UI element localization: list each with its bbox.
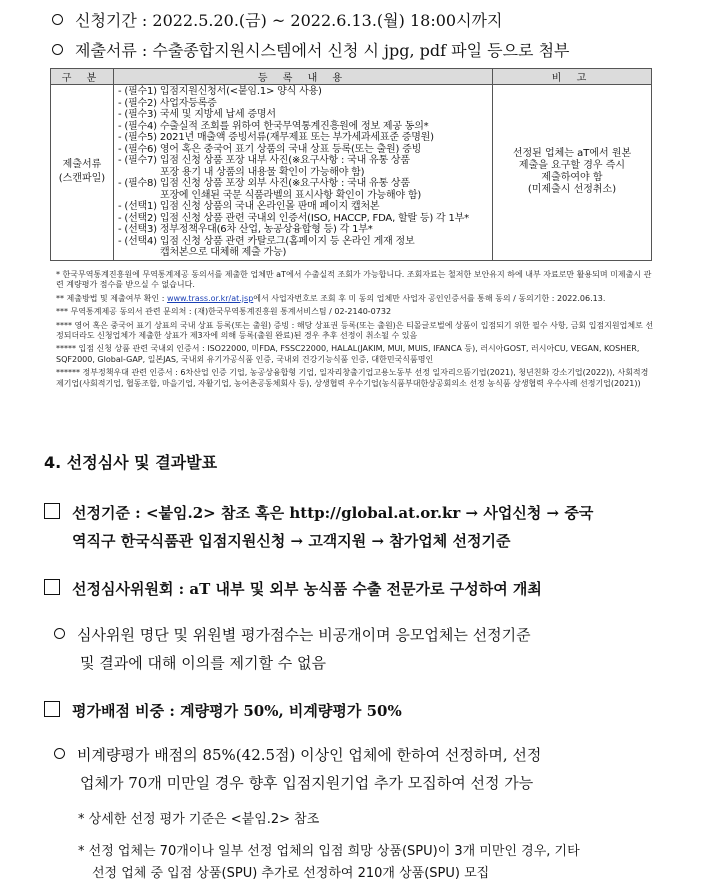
checkbox-square-icon	[44, 701, 60, 717]
row-label: 제출서류 (스캔파일)	[51, 85, 114, 261]
committee-note: 심사위원 명단 및 위원별 평가점수는 비공개이며 응모업체는 선정기준	[54, 624, 531, 645]
list-item: - (선택3) 정부정책우대(6차 산업, 농공상융합형 등) 각 1부*	[118, 224, 373, 235]
circle-bullet-icon	[54, 748, 65, 759]
circle-bullet-icon	[52, 44, 63, 55]
section-title: 4. 선정심사 및 결과발표	[44, 453, 218, 472]
list-item: - (필수4) 수출실적 조회를 위하여 한국무역통계진흥원에 정보 제공 동의*	[118, 120, 429, 132]
ratio-line: 평가배점 비중 : 계량평가 50%, 비계량평가 50%	[44, 700, 402, 721]
detail-note: * 상세한 선정 평가 기준은 <붙임.2> 참조	[78, 812, 320, 827]
list-item: - (선택4) 입점 신청 상품 관련 카탈로그(홈페이지 등 온라인 게재 정보	[118, 235, 415, 247]
committee-note-2: 및 결과에 대해 이의를 제기할 수 없음	[80, 654, 326, 672]
checkbox-square-icon	[44, 503, 60, 519]
documents-table	[50, 68, 652, 261]
footnote: * 한국무역통계진흥원에 무역통계제공 동의서를 제출한 업체만 aT에서 수출실적 조회가 가능합니다. 조회자료는 철저한 보안유지 하에 내부 자료로만 활용되며 미제출시 관련 계량평가 점수를 받으실 수 없습니다.	[56, 270, 652, 290]
list-item: - (필수2) 사업자등록증	[118, 97, 217, 109]
list-item: 포장에 인쇄된 국문 식품라벨의 표시사항 확인이 가능해야 함)	[160, 189, 422, 201]
circle-bullet-icon	[52, 14, 63, 25]
ratio-note-2: 업체가 70개 미만일 경우 향후 입점지원기업 추가 모집하여 선정 가능	[80, 774, 534, 792]
footnote: **** 영어 혹은 중국어 표기 상표의 국내 상표 등록(또는 출원) 증빙 : 해당 상표권 등록(또는 출원)은 티몰글로벌에 상품이 입점되기 위한 필수 사항, 금회 입점지원업체로 선정되더라도 신청업체가 제출한 상표가 제3자에 의해 등록(출원 완료)된 경우 추후 선정이 취소될 수 있음	[56, 320, 654, 341]
footnote: *** 무역통계제공 동의서 관련 문의처 : (재)한국무역통계진흥원 통계서비스팀 / 02-2140-0732	[56, 307, 392, 317]
ratio-note: 비계량평가 배점의 85%(42.5점) 이상인 업체에 한하여 선정하며, 선정	[54, 744, 541, 765]
spu-note: * 선정 업체는 70개이나 일부 선정 업체의 입점 희망 상품(SPU)이 3개 미만인 경우, 기타	[78, 844, 580, 859]
table-row	[51, 85, 652, 261]
criteria-line: 선정기준 : <붙임.2> 참조 혹은 http://global.at.or.kr → 사업신청 → 중국	[44, 502, 593, 523]
submission-docs: 제출서류 : 수출종합지원시스템에서 신청 시 jpg, pdf 파일 등으로 첨부	[52, 38, 570, 61]
table-header: 구 분	[51, 69, 114, 85]
list-item: - (필수8) 입점 신청 상품 포장 외부 사진(※요구사항 : 국내 유통 상품	[118, 178, 410, 189]
table-header: 등 록 내 용	[114, 69, 493, 85]
table-header-row	[51, 69, 652, 85]
criteria-line-2: 역직구 한국식품관 입점지원신청 → 고객지원 → 참가업체 선정기준	[72, 532, 511, 550]
items-cell	[114, 85, 493, 261]
application-period: 신청기간 : 2022.5.20.(금) ~ 2022.6.13.(월) 18:00시까지	[52, 8, 502, 31]
list-item: - (필수5) 2021년 매출액 증빙서류(재무제표 또는 부가세과세표준 증명원)	[118, 132, 434, 143]
circle-bullet-icon	[54, 628, 65, 639]
checkbox-square-icon	[44, 579, 60, 595]
list-item: 캡처본으로 대체해 제출 가능)	[160, 247, 287, 258]
trass-link[interactable]: www.trass.or.kr/at.jsp	[166, 293, 254, 303]
footnote: ****** 정부정책우대 관련 인증서 : 6차산업 인증 기업, 농공상융합형 기업, 일자리창출기업고용노동부 선정 일자리으뜸기업(2021), 청년친화 강소기업(2022)), 사회적경제기업(사회적기업, 협동조합, 마을기업, 자활기업, 농어촌공동체회사 등), 상생협력 우수기업(농식품부대한상공회의소 선정 농식품 상생협력 우수사례 선정기업(2021))	[56, 368, 649, 388]
list-item: - (선택2) 입점 신청 상품 관련 국내외 인증서(ISO, HACCP, FDA, 할랄 등) 각 1부*	[118, 212, 469, 224]
committee-line: 선정심사위원회 : aT 내부 및 외부 농식품 수출 전문가로 구성하여 개최	[44, 578, 542, 599]
footnote-link-line: ** 제출방법 및 제출여부 확인 : www.trass.or.kr/at.jsp에서 사업자번호로 조회 후 미 동의 업체만 사업자 공인인증서를 통해 동의 / 동의기한 : 2022.06.13.	[56, 293, 606, 303]
list-item: - (선택1) 입점 신청 상품의 국내 온라인몰 판매 페이지 캡처본	[118, 201, 380, 212]
footnote: ***** 입점 신청 상품 관련 국내외 인증서 : ISO22000, 미FDA, FSSC22000, HALAL(JAKIM, MUI, MUIS, IFANCA 등), 러시아GOST, 러시아CU, VEGAN, KOSHER, SQF2000, Global-GAP, 일본JAS, 국내외 유기가공식품 인증, 국내외 건강기능식품 인증, 대한민국식품명인	[56, 344, 640, 364]
spu-note-2: 선정 업체 중 입점 상품(SPU) 추가로 선정하여 210개 상품(SPU) 모집	[92, 866, 490, 881]
list-item: 포장 용기 내 상품의 내용물 확인이 가능해야 함)	[160, 166, 365, 178]
list-item: - (필수1) 입점지원신청서(<붙임.1> 양식 사용)	[118, 86, 322, 97]
list-item: - (필수7) 입점 신청 상품 포장 내부 사진(※요구사항 : 국내 유통 상품	[118, 155, 410, 166]
table-header: 비 고	[493, 69, 652, 85]
list-item: - (필수6) 영어 혹은 중국어 표기 상품의 국내 상표 등록(또는 출원) 증빙	[118, 143, 422, 155]
remark-cell: 선정된 업체는 aT에서 원본 제출을 요구할 경우 즉시 제출하여야 함 (미제출시 선정취소)	[493, 85, 652, 261]
list-item: - (필수3) 국세 및 지방세 납세 증명서	[118, 109, 276, 120]
footnotes	[56, 270, 656, 392]
